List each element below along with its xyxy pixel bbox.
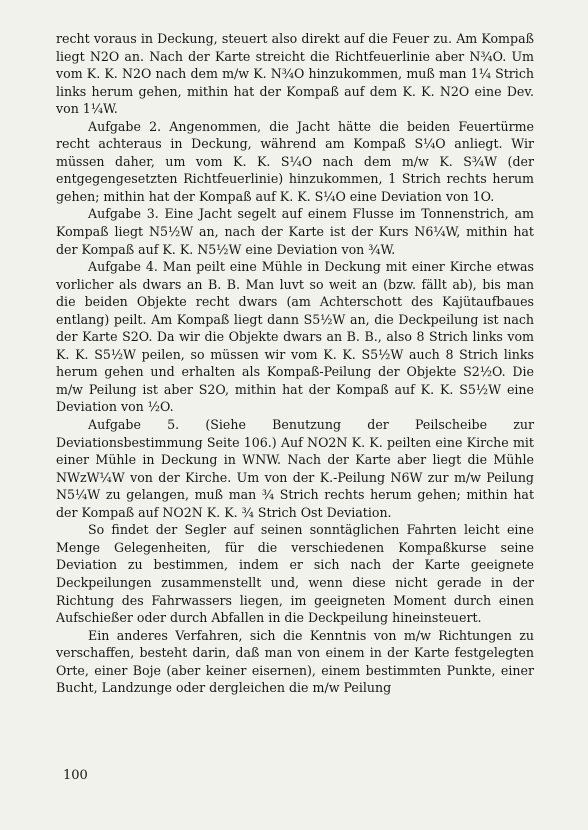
paragraph-segler: So findet der Segler auf seinen sonntäglichen Fahrten leicht eine Menge Gelegenheiten, für die verschiedenen Kompaßkurse seine Deviation zu bestimmen, indem er sich nach der Karte geeignete Deckpeilungen zusammenstellt und, wenn diese nicht gerade in der Richtung des Fahrwassers liegen, im geeigneten Moment durch einen Aufschießer oder durch Abfallen in die Deckpeilung hineinsteuert.	[56, 522, 534, 626]
paragraph-continuation: recht voraus in Deckung, steuert also direkt auf die Feuer zu. Am Kompaß liegt N2O an. Nach der Karte streicht die Richtfeuerlinie aber N¾O. Um vom K. K. N2O nach dem m/w K. N¾O hinzukommen, muß man 1¼ Strich links herum gehen, mithin hat der Kompaß auf dem K. K. N2O eine Dev. von 1¼W.	[56, 31, 534, 117]
paragraph-aufgabe-5: Aufgabe 5. (Siehe Benutzung der Peilscheibe zur Deviationsbestimmung Seite 106.) Auf NO2N K. K. peilten eine Kirche mit einer Mühle in Deckung in WNW. Nach der Karte aber liegt die Mühle NWzW¼W von der Kirche. Um von der K.-Peilung N6W zur m/w Peilung N5¼W zu gelangen, muß man ¾ Strich rechts herum gehen; mithin hat der Kompaß auf NO2N K. K. ¾ Strich Ost Deviation.	[56, 417, 534, 520]
paragraph-aufgabe-2: Aufgabe 2. Angenommen, die Jacht hätte die beiden Feuertürme recht achteraus in Deckung, während am Kompaß S¼O anliegt. Wir müssen daher, um vom K. K. S¼O nach dem m/w K. S¾W (der entgegengesetzten Richtfeuerlinie) hinzukommen, 1 Strich rechts herum gehen; mithin hat der Kompaß auf K. K. S¼O eine Deviation von 1O.	[56, 118, 534, 204]
paragraph-verfahren: Ein anderes Verfahren, sich die Kenntnis von m/w Richtungen zu verschaffen, besteht darin, daß man von einem in der Karte festgelegten Orte, einer Boje (aber keiner eisernen), einem bestimmten Punkte, einer Bucht, Landzunge oder dergleichen die m/w Peilung	[56, 627, 534, 696]
page-number: 100	[63, 768, 88, 783]
paragraph-aufgabe-3: Aufgabe 3. Eine Jacht segelt auf einem Flusse im Tonnenstrich, am Kompaß liegt N5½W an, nach der Karte ist der Kurs N6¼W, mithin hat der Kompaß auf K. K. N5½W eine Deviation von ¾W.	[56, 206, 534, 257]
book-page	[56, 30, 534, 800]
paragraph-aufgabe-4: Aufgabe 4. Man peilt eine Mühle in Deckung mit einer Kirche etwas vorlicher als dwars an B. B. Man luvt so weit an (bzw. fällt ab), bis man die beiden Objekte recht dwars (am Achterschott des Kajütaufbaues entlang) peilt. Am Kompaß liegt dann S5½W an, die Deckpeilung ist nach der Karte S2O. Da wir die Objekte dwars an B. B., also 8 Strich links vom K. K. S5½W peilen, so müssen wir vom K. K. S5½W auch 8 Strich links herum gehen und erhalten als Kompaß-Peilung der Objekte S2½O. Die m/w Peilung ist aber S2O, mithin hat der Kompaß auf K. K. S5½W eine Deviation von ½O.	[56, 259, 534, 415]
